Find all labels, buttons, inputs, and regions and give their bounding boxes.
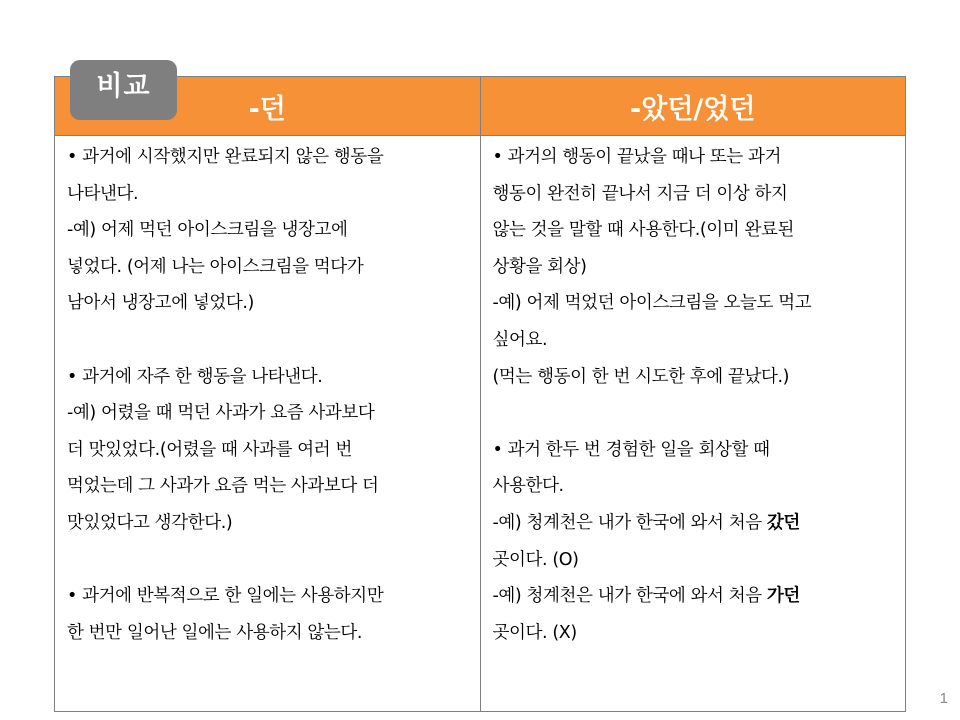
text-line: • 과거에 시작했지만 완료되지 않은 행동을 [67,147,384,167]
table-header-row [55,77,906,136]
text-line: (먹는 행동이 한 번 시도한 후에 끝났다.) [492,366,790,387]
left-column-cell [55,136,481,712]
header-deon: -던 [55,77,481,136]
text-line: • 과거에 반복적으로 한 일에는 사용하지만 [67,586,384,607]
text-line: • 과거의 행동이 끝났을 때나 또는 과거 [492,147,781,167]
comparison-badge: 비교 [70,60,177,120]
text-line: 상황을 회상) [492,256,587,277]
text-line: 곳이다. (O) [492,549,579,570]
text-line: -예) 어제 먹던 아이스크림을 냉장고에 [67,220,348,241]
example-bold-word: 갔던 [766,512,800,533]
text-line: 더 맛있었다.(어렸을 때 사과를 여러 번 [67,439,352,460]
header-atdeon-eotdeon: -았던/었던 [480,77,906,136]
text-line: 행동이 완전히 끝나서 지금 더 이상 하지 [492,183,788,204]
text-line: -예) 어제 먹었던 아이스크림을 오늘도 먹고 [492,293,812,314]
text-line: • 과거에 자주 한 행동을 나타낸다. [67,366,323,387]
spacer [493,395,896,432]
text-line: 넣었다. (어제 나는 아이스크림을 먹다가 [67,256,364,277]
page-number: 1 [939,690,948,707]
spacer [67,542,470,579]
text-line: 한 번만 일어난 일에는 사용하지 않는다. [67,622,363,643]
text-line: 먹었는데 그 사과가 요즘 먹는 사과보다 더 [67,476,379,497]
example-text: -예) 청계천은 내가 한국에 와서 처음 [492,512,767,533]
text-line: • 과거 한두 번 경험한 일을 회상할 때 [492,439,770,460]
text-line: 남아서 냉장고에 넣었다.) [67,293,254,314]
table-body-row [55,136,906,712]
text-line: 싶어요. [492,329,548,350]
text-line: 않는 것을 말할 때 사용한다.(이미 완료된 [492,220,794,241]
text-line: 맛있었다고 생각한다.) [67,512,233,533]
text-line: 나타낸다. [67,183,139,204]
comparison-table [54,76,906,712]
example-correct [493,505,896,542]
example-text: -예) 청계천은 내가 한국에 와서 처음 [492,586,767,607]
text-line: 사용한다. [492,476,564,497]
text-line: -예) 어렸을 때 먹던 사과가 요즘 사과보다 [67,403,375,424]
example-incorrect [493,578,896,615]
right-column-cell [480,136,906,712]
example-bold-word: 가던 [766,586,800,607]
text-line: 곳이다. (X) [492,622,577,643]
spacer [67,322,470,359]
